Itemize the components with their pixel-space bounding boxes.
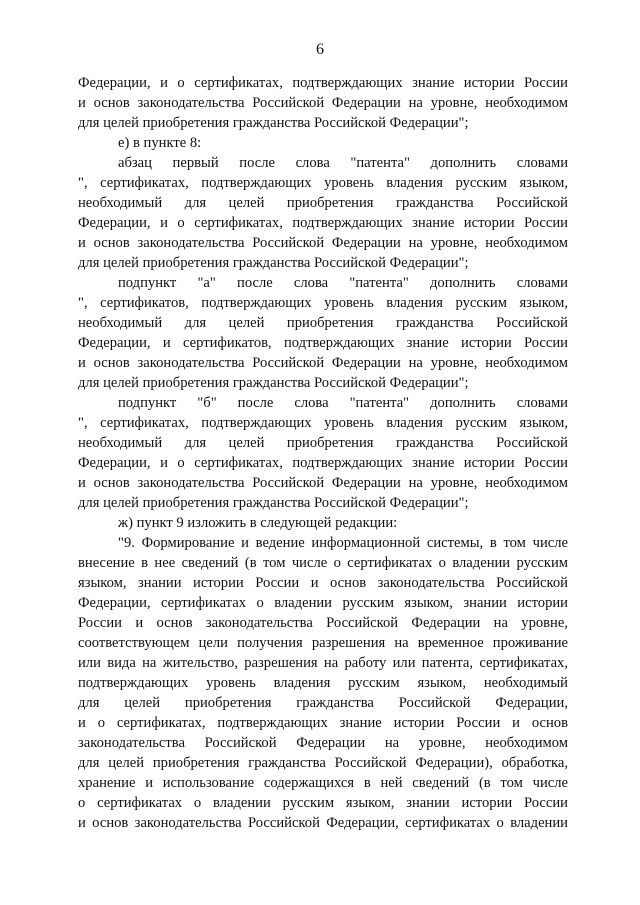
text-line: ", сертификатов, подтверждающих уровень владения русским языком,	[78, 295, 568, 311]
text-line: необходимый для целей приобретения гражданства Российской	[78, 315, 568, 331]
text-line: для целей приобретения гражданства Российской Федерации), обработка,	[78, 755, 568, 771]
text-line: России и основ законодательства Российской Федерации на уровне,	[78, 615, 568, 631]
text-line: Федерации, и о сертификатах, подтверждающих знание истории России	[78, 455, 568, 471]
text-line: для целей приобретения гражданства Российской Федерации";	[78, 375, 469, 391]
text-line: Федерации, и о сертификатах, подтверждающих знание истории России	[78, 75, 568, 91]
text-line: хранение и использование содержащихся в ней сведений (в том числе	[78, 775, 568, 791]
text-line: подпункт "а" после слова "патента" дополнить словами	[118, 275, 568, 291]
text-line: е) в пункте 8:	[118, 135, 202, 151]
text-line: подтверждающих уровень владения русским языком, необходимый	[78, 675, 568, 691]
page-number: 6	[316, 41, 324, 58]
text-line: абзац первый после слова "патента" дополнить словами	[118, 155, 568, 171]
text-line: языком, знании истории России и основ законодательства Российской	[78, 575, 568, 591]
text-line: Федерации, и о сертификатах, подтверждающих знание истории России	[78, 215, 568, 231]
text-line: для целей приобретения гражданства Российской Федерации";	[78, 255, 469, 271]
text-line: и основ законодательства Российской Федерации на уровне, необходимом	[78, 95, 568, 111]
text-line: необходимый для целей приобретения гражданства Российской	[78, 195, 568, 211]
text-line: для целей приобретения гражданства Российской Федерации";	[78, 115, 469, 131]
text-line: Федерации, и сертификатов, подтверждающих знание истории России	[78, 335, 568, 351]
text-line: для целей приобретения гражданства Российской Федерации,	[78, 695, 568, 711]
text-line: и основ законодательства Российской Федерации на уровне, необходимом	[78, 235, 568, 251]
text-line: Федерации, сертификатах о владении русским языком, знании истории	[78, 595, 568, 611]
document-body	[78, 73, 568, 833]
text-line: внесение в нее сведений (в том числе о сертификатах о владении русским	[78, 555, 568, 571]
text-line: и основ законодательства Российской Федерации на уровне, необходимом	[78, 475, 568, 491]
text-line: или вида на жительство, разрешения на работу или патента, сертификатах,	[78, 655, 568, 671]
text-line: подпункт "б" после слова "патента" дополнить словами	[118, 395, 568, 411]
text-line: ", сертификатах, подтверждающих уровень владения русским языком,	[78, 175, 568, 191]
text-line: и основ законодательства Российской Федерации на уровне, необходимом	[78, 355, 568, 371]
text-line: и основ законодательства Российской Федерации, сертификатах о владении	[78, 815, 568, 831]
text-line: ", сертификатах, подтверждающих уровень владения русским языком,	[78, 415, 568, 431]
text-line: и о сертификатах, подтверждающих знание истории России и основ	[78, 715, 568, 731]
text-line: соответствующем цели получения разрешения на временное проживание	[78, 635, 568, 651]
text-line: ж) пункт 9 изложить в следующей редакции:	[118, 515, 398, 531]
text-line: о сертификатах о владении русским языком, знании истории России	[78, 795, 568, 811]
text-line: для целей приобретения гражданства Российской Федерации";	[78, 495, 469, 511]
text-line: "9. Формирование и ведение информационной системы, в том числе	[118, 535, 568, 551]
text-line: необходимый для целей приобретения гражданства Российской	[78, 435, 568, 451]
text-line: законодательства Российской Федерации на уровне, необходимом	[78, 735, 568, 751]
